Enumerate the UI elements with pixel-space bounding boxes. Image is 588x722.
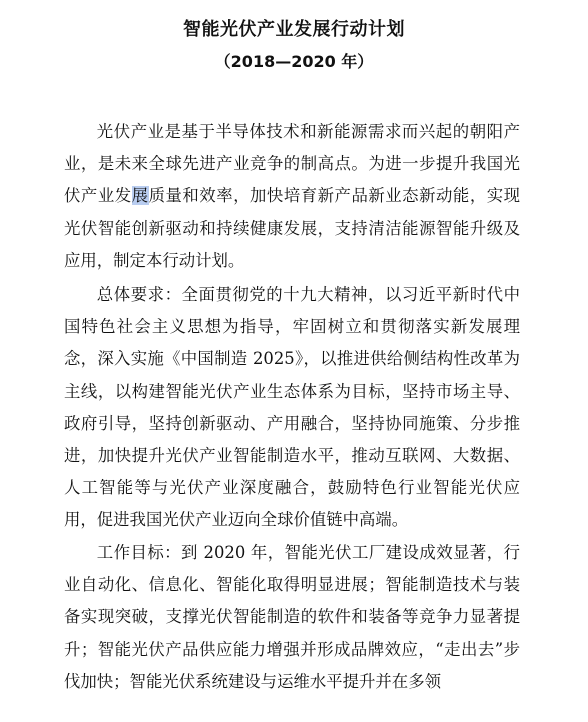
paragraph-intro — [64, 116, 520, 277]
document-title: 智能光伏产业发展行动计划 — [183, 19, 405, 40]
document-subtitle: （2018—2020 年） — [214, 52, 374, 71]
paragraph-work-goals: 工作目标：到 2020 年，智能光伏工厂建设成效显著，行业自动化、信息化、智能化取得明显进展；智能制造技术与装备实现突破，支撑光伏智能制造的软件和装备等竞争力显著提升；智能光伏产品供应能力增强并形成品牌效应，“走出去”步伐加快；智能光伏系统建设与运维水平提升并在多领 — [64, 543, 520, 691]
paragraph-intro-text-end: 质量和效率，加快培育新产品新业态新动能，实现光伏智能创新驱动和持续健康发展，支持清洁能源智能升级及应用，制定本行动计划。 — [64, 186, 521, 270]
paragraph-general-requirements: 总体要求：全面贯彻党的十九大精神，以习近平新时代中国特色社会主义思想为指导，牢固树立和贯彻落实新发展理念，深入实施《中国制造 2025》，以推进供给侧结构性改革为主线，以构建智能光伏产业生态体系为目标，坚持市场主导、政府引导，坚持创新驱动、产用融合，坚持协同施策、分步推进，加快提升光伏产业智能制造水平，推动互联网、大数据、人工智能等与光伏产业深度融合，鼓励特色行业智能光伏应用，促进我国光伏产业迈向全球价值链中高端。 — [64, 285, 520, 530]
text-selection-highlight[interactable]: 展 — [131, 186, 149, 206]
paragraph-intro-text-start: 光伏产业是基于半导体技术和新能源需求而兴起的朝阳产业，是未来全球先进产业竞争的制高点。为进一步提升我国光伏产业发 — [64, 122, 520, 206]
